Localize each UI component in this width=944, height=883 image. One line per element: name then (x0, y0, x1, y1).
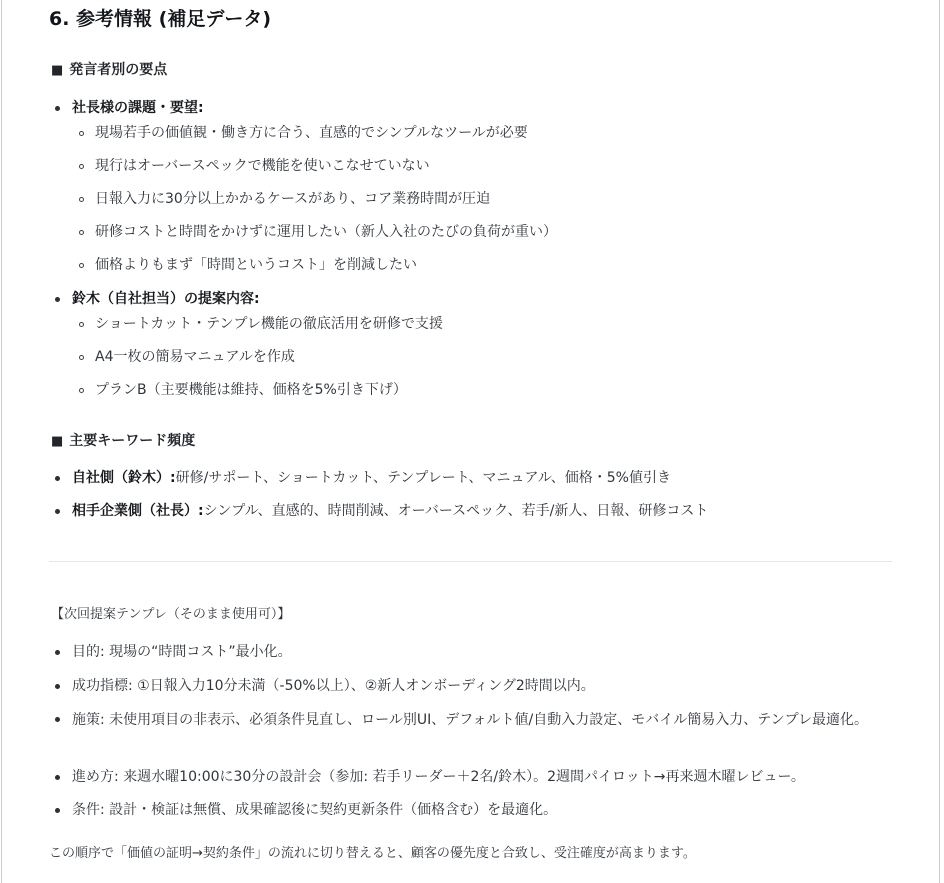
circle-bullet-icon (79, 131, 84, 136)
square-bullet-icon: ■ (51, 434, 64, 449)
keyword-row (72, 467, 671, 489)
square-bullet-icon: ■ (51, 63, 64, 78)
disc-bullet-icon (55, 717, 60, 722)
list-item: ショートカット・テンプレ機能の徹底活用を研修で支援 (95, 316, 443, 332)
list-item: 条件: 設計・検証は無償、成果確認後に契約更新条件（価格含む）を最適化。 (72, 802, 558, 818)
disc-bullet-icon (55, 297, 60, 302)
circle-bullet-icon (79, 197, 84, 202)
circle-bullet-icon (79, 263, 84, 268)
list-item: 現行はオーバースペックで機能を使いこなせていない (95, 158, 430, 174)
circle-bullet-icon (79, 230, 84, 235)
disc-bullet-icon (55, 684, 60, 689)
list-item: プランB（主要機能は維持、価格を5%引き下げ） (95, 382, 407, 398)
keywords-heading: ■ 主要キーワード頻度 (51, 433, 196, 449)
list-item: 価格よりもまず「時間というコスト」を削減したい (95, 257, 417, 273)
closing-note: この順序で「価値の証明→契約条件」の流れに切り替えると、顧客の優先度と合致し、受注確度が高まります。 (49, 846, 696, 861)
list-item: A4一枚の簡易マニュアルを作成 (95, 349, 295, 365)
speaker-points-heading: ■ 発言者別の要点 (51, 62, 168, 78)
list-item: 目的: 現場の“時間コスト”最小化。 (72, 644, 292, 660)
circle-bullet-icon (79, 355, 84, 360)
disc-bullet-icon (55, 476, 60, 481)
keyword-label: 相手企業側（社長）: (72, 503, 204, 519)
template-heading: 【次回提案テンプレ（そのまま使用可）】 (51, 607, 291, 622)
list-item: 成功指標: ①日報入力10分未満（-50%以上）、②新人オンボーディング2時間以内。 (72, 678, 595, 694)
keyword-label: 自社側（鈴木）: (72, 470, 176, 486)
list-item: 現場若手の価値観・働き方に合う、直感的でシンプルなツールが必要 (95, 125, 528, 141)
section-divider (49, 561, 892, 562)
disc-bullet-icon (55, 650, 60, 655)
list-item: 日報入力に30分以上かかるケースがあり、コア業務時間が圧迫 (95, 191, 491, 207)
disc-bullet-icon (55, 775, 60, 780)
suzuki-label: 鈴木（自社担当）の提案内容: (72, 291, 260, 307)
list-item: 施策: 未使用項目の非表示、必須条件見直し、ロール別UI、デフォルト値/自動入力設定、モバイル簡易入力、テンプレ最適化。 (72, 712, 869, 728)
keyword-text: 研修/サポート、ショートカット、テンプレート、マニュアル、価格・5%値引き (175, 470, 671, 486)
president-label: 社長様の課題・要望: (72, 100, 204, 116)
list-item: 研修コストと時間をかけずに運用したい（新人入社のたびの負荷が重い） (95, 224, 557, 240)
disc-bullet-icon (55, 509, 60, 514)
keyword-text: シンプル、直感的、時間削減、オーバースペック、若手/新人、日報、研修コスト (203, 503, 709, 519)
keyword-row (72, 500, 708, 522)
circle-bullet-icon (79, 388, 84, 393)
section-title: 6. 参考情報 (補足データ) (49, 8, 272, 30)
circle-bullet-icon (79, 322, 84, 327)
disc-bullet-icon (55, 808, 60, 813)
disc-bullet-icon (55, 106, 60, 111)
circle-bullet-icon (79, 164, 84, 169)
list-item: 進め方: 来週水曜10:00に30分の設計会（参加: 若手リーダー＋2名/鈴木）。2週間パイロット→再来週木曜レビュー。 (72, 769, 805, 785)
